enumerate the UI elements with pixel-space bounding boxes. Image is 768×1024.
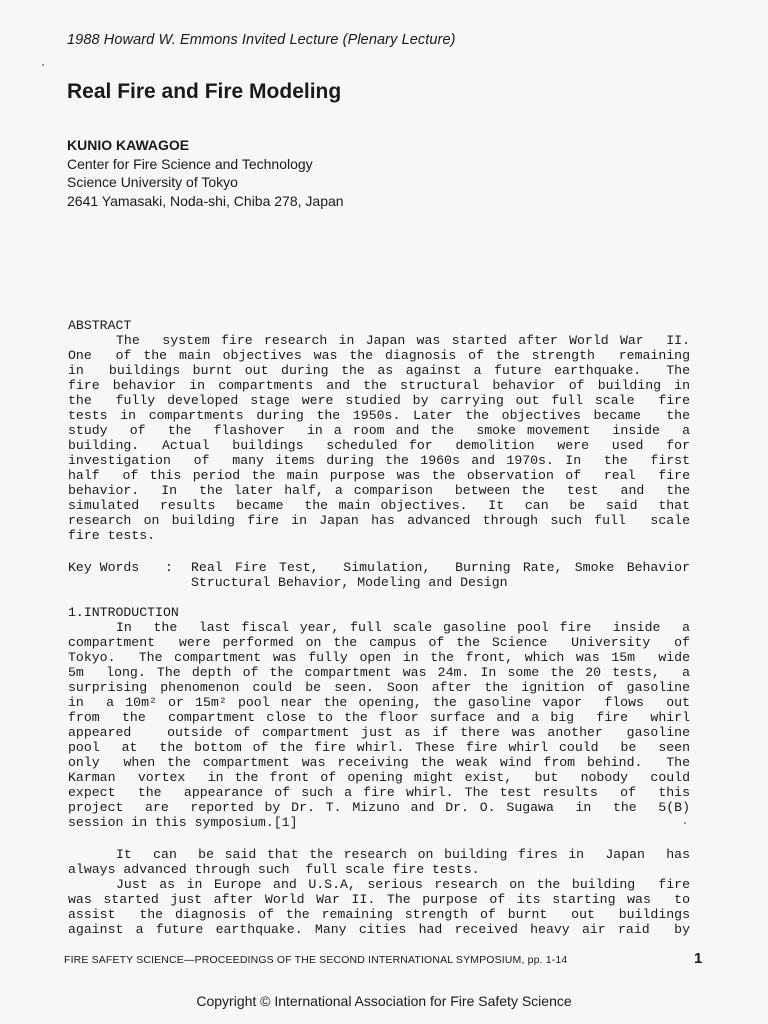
body-line: Just as in Europe and U.S.A, serious research on the building fire bbox=[116, 877, 690, 892]
author-name: KUNIO KAWAGOE bbox=[67, 137, 190, 153]
author-block bbox=[67, 136, 344, 210]
lecture-header-note: 1988 Howard W. Emmons Invited Lecture (Plenary Lecture) bbox=[67, 32, 456, 48]
body-line: was started just after World War II. The purpose of its starting was to bbox=[68, 892, 690, 907]
body-line: in a 10m² or 15m² pool near the opening, the gasoline vapor flows out bbox=[68, 695, 690, 710]
abstract-line: building. Actual buildings scheduled for demolition were used for bbox=[68, 438, 690, 453]
keywords-line: Real Fire Test, Simulation, Burning Rate, Smoke Behavior bbox=[191, 560, 690, 575]
abstract-line: simulated results became the main objectives. It can be said that bbox=[68, 498, 690, 513]
body-line: In the last fiscal year, full scale gasoline pool fire inside a bbox=[116, 620, 690, 635]
body-line: compartment were performed on the campus of the Science University of bbox=[68, 635, 690, 650]
body-line: from the compartment close to the floor surface and a big fire whirl bbox=[68, 710, 690, 725]
body-line: Tokyo. The compartment was fully open in the front, which was 15m wide bbox=[68, 650, 690, 665]
abstract-line: The system fire research in Japan was started after World War II. bbox=[116, 333, 690, 348]
abstract-line: One of the main objectives was the diagnosis of the strength remaining bbox=[68, 348, 690, 363]
abstract-line: the fully developed stage were studied by carrying out full scale fire bbox=[68, 393, 690, 408]
section-heading: 1.INTRODUCTION bbox=[68, 605, 179, 620]
abstract-line: fire behavior in compartments and the structural behavior of building in bbox=[68, 378, 690, 393]
abstract-line: research on building fire in Japan has advanced through such full scale bbox=[68, 513, 690, 528]
abstract-line: in buildings burnt out during the as against a future earthquake. The bbox=[68, 363, 690, 378]
abstract-line: half of this period the main purpose was the observation of real fire bbox=[68, 468, 690, 483]
body-line: assist the diagnosis of the remaining strength of burnt out buildings bbox=[68, 907, 690, 922]
affiliation-line: Center for Fire Science and Technology bbox=[67, 155, 313, 172]
scan-speck bbox=[684, 822, 686, 824]
keywords-label: Key Words bbox=[68, 560, 140, 575]
abstract-line: fire tests. bbox=[68, 528, 156, 543]
body-line: expect the appearance of such a fire whirl. The test results of this bbox=[68, 785, 690, 800]
abstract-heading: ABSTRACT bbox=[68, 318, 132, 333]
abstract-line: tests in compartments during the 1950s. Later the objectives became the bbox=[68, 408, 690, 423]
page-number: 1 bbox=[694, 950, 703, 967]
abstract-line: study of the flashover in a room and the smoke movement inside a bbox=[68, 423, 690, 438]
body-line: against a future earthquake. Many cities had received heavy air raid by bbox=[68, 922, 690, 937]
body-line: project are reported by Dr. T. Mizuno and Dr. O. Sugawa in the 5(B) bbox=[68, 800, 690, 815]
body-line: pool at the bottom of the fire whirl. These fire whirl could be seen bbox=[68, 740, 690, 755]
keywords-separator: : bbox=[165, 560, 173, 575]
body-line: session in this symposium.[1] bbox=[68, 815, 298, 830]
abstract-line: behavior. In the later half, a comparison between the test and the bbox=[68, 483, 690, 498]
body-line: Karman vortex in the front of opening might exist, but nobody could bbox=[68, 770, 690, 785]
journal-footer: FIRE SAFETY SCIENCE—PROCEEDINGS OF THE SECOND INTERNATIONAL SYMPOSIUM, pp. 1-14 bbox=[64, 954, 568, 966]
affiliation-line: Science University of Tokyo bbox=[67, 174, 238, 191]
scan-speck bbox=[42, 64, 44, 66]
body-line: only when the compartment was receiving the weak wind from behind. The bbox=[68, 755, 690, 770]
paper-title: Real Fire and Fire Modeling bbox=[67, 80, 342, 103]
affiliation-line: 2641 Yamasaki, Noda-shi, Chiba 278, Japan bbox=[67, 192, 344, 209]
copyright-notice: Copyright © International Association for Fire Safety Science bbox=[196, 993, 572, 1009]
body-line: surprising phenomenon could be seen. Soon after the ignition of gasoline bbox=[68, 680, 690, 695]
body-line: It can be said that the research on building fires in Japan has bbox=[116, 847, 690, 862]
abstract-line: investigation of many items during the 1960s and 1970s. In the first bbox=[68, 453, 690, 468]
keywords-line: Structural Behavior, Modeling and Design bbox=[191, 575, 508, 590]
body-line: appeared outside of compartment just as if there was another gasoline bbox=[68, 725, 690, 740]
body-line: always advanced through such full scale fire tests. bbox=[68, 862, 480, 877]
body-line: 5m long. The depth of the compartment was 24m. In some the 20 tests, a bbox=[68, 665, 690, 680]
